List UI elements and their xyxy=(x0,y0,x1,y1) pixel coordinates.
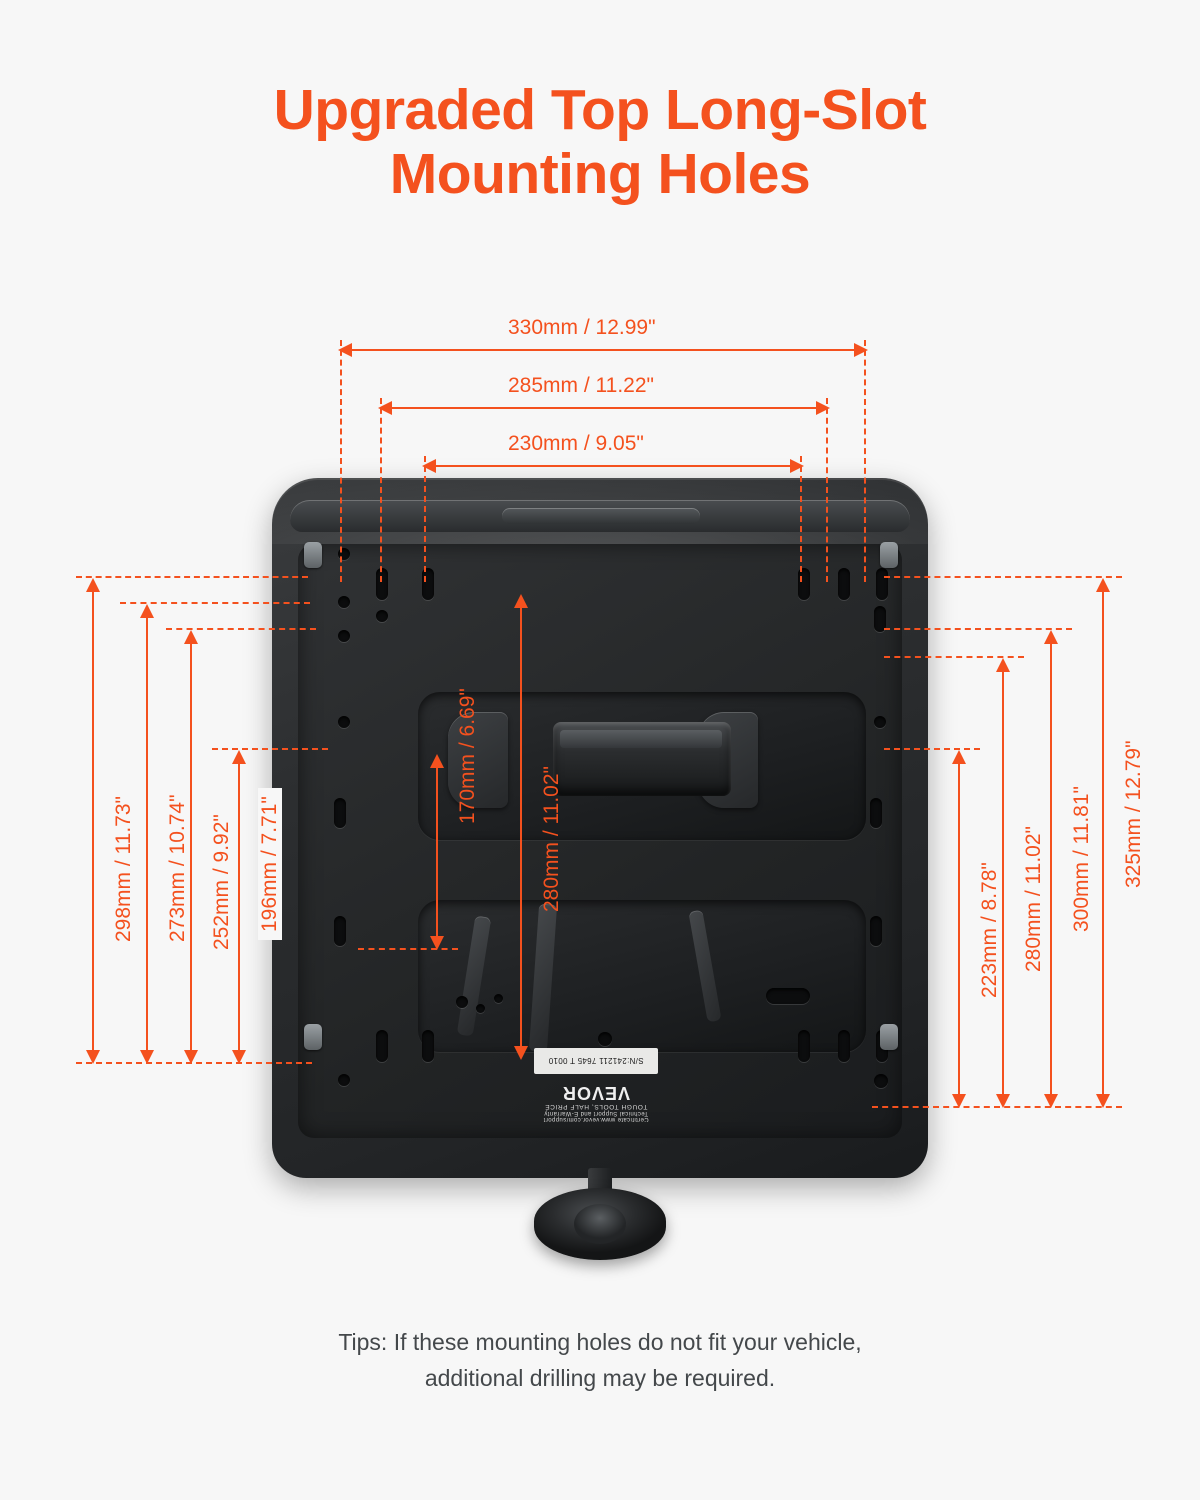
page-title xyxy=(0,78,1200,207)
dim-label-252: 252mm / 9.92" xyxy=(210,806,234,958)
dim-label-300: 300mm / 11.81" xyxy=(1070,778,1094,940)
dim-line-325 xyxy=(1102,586,1104,1096)
product-illustration xyxy=(272,478,928,1178)
arrow-325-up xyxy=(1096,578,1110,592)
dim-label-280-right: 280mm / 11.02" xyxy=(1022,818,1046,980)
arrow-196-down xyxy=(232,1050,246,1064)
dim-label-273: 273mm / 10.74" xyxy=(166,786,190,950)
mount-slot-bottom-2 xyxy=(422,1030,434,1062)
arrow-273-up xyxy=(140,604,154,618)
dim-label-325: 325mm / 12.79" xyxy=(1122,732,1146,896)
ext-line-230-right xyxy=(800,456,802,582)
arrow-298-up xyxy=(86,578,100,592)
mount-slot-bottom-4 xyxy=(838,1030,850,1062)
arrow-252-up xyxy=(184,630,198,644)
tips-text xyxy=(0,1325,1200,1396)
arrow-330-right xyxy=(854,343,868,357)
arrow-170-up xyxy=(430,754,444,768)
arrow-325-down xyxy=(1096,1094,1110,1108)
dim-label-280-center: 280mm / 11.02" xyxy=(540,766,563,912)
brand-sub-2: Technical Support and E-Warranty xyxy=(544,1110,648,1116)
serial-sticker: S/N:241211 7645 T 0010 xyxy=(534,1048,658,1074)
ext-line-285-left xyxy=(380,398,382,582)
arrow-300-up xyxy=(1044,630,1058,644)
dim-label-285: 285mm / 11.22" xyxy=(500,374,662,398)
dim-line-280-center xyxy=(520,602,522,1048)
arrow-298-down xyxy=(86,1050,100,1064)
title-line-1: Upgraded Top Long-Slot xyxy=(273,78,927,142)
ext-line-330-right xyxy=(864,340,866,582)
mount-slot-top-5 xyxy=(876,568,888,600)
cylinder-band xyxy=(560,730,722,748)
inner-hole-c xyxy=(494,994,503,1003)
arrow-280-up xyxy=(996,658,1010,672)
mount-hole-upper-left-4 xyxy=(376,610,388,622)
mount-hole-bottom-right xyxy=(874,1074,888,1088)
arrow-170-down xyxy=(430,936,444,950)
knob-center xyxy=(574,1204,626,1244)
ext-line-330-left xyxy=(340,340,342,582)
dim-line-252 xyxy=(190,638,192,1052)
dim-line-273 xyxy=(146,612,148,1052)
arrow-280c-up xyxy=(514,594,528,608)
arrow-285-left xyxy=(378,401,392,415)
arrow-273-down xyxy=(140,1050,154,1064)
arrow-230-left xyxy=(422,459,436,473)
mount-slot-bottom-3 xyxy=(798,1030,810,1062)
title-line-2: Mounting Holes xyxy=(389,142,811,207)
inner-slot-lower-right xyxy=(766,988,810,1004)
dim-line-280-right xyxy=(1002,666,1004,1096)
boss-top-left xyxy=(304,542,322,568)
mount-slot-top-1 xyxy=(376,568,388,600)
tips-line-1: Tips: If these mounting holes do not fit your vehicle, xyxy=(338,1329,862,1355)
boss-bottom-right xyxy=(880,1024,898,1050)
dim-line-330 xyxy=(346,349,858,351)
ext-line-230-left xyxy=(424,456,426,582)
brand-block xyxy=(508,1078,684,1122)
mount-slot-top-4 xyxy=(838,568,850,600)
dim-label-170: 170mm / 6.69" xyxy=(456,688,479,824)
mount-hole-bottom-left xyxy=(338,1074,350,1086)
brand-name: VEVOR xyxy=(561,1083,631,1103)
arrow-300-down xyxy=(1044,1094,1058,1108)
dim-label-223: 223mm / 8.78" xyxy=(978,854,1002,1006)
arrow-223-up xyxy=(952,750,966,764)
boss-top-right xyxy=(880,542,898,568)
dim-line-170 xyxy=(436,762,438,938)
dim-line-300 xyxy=(1050,638,1052,1096)
dim-line-223 xyxy=(958,758,960,1096)
arrow-252-down xyxy=(184,1050,198,1064)
arrow-330-left xyxy=(338,343,352,357)
ext-line-285-right xyxy=(826,398,828,582)
mount-slot-mid-right xyxy=(870,798,882,828)
mount-hole-mid-right xyxy=(874,716,886,728)
leader-left-196-top xyxy=(212,748,328,750)
dim-line-285 xyxy=(386,407,820,409)
brand-sub-3: Certificate www.vevor.com/support xyxy=(543,1116,649,1122)
arrow-280-down xyxy=(996,1094,1010,1108)
arrow-230-right xyxy=(790,459,804,473)
inner-hole-a xyxy=(456,996,468,1008)
mount-slot-lower-right xyxy=(870,916,882,946)
brand-sub-1: TOUGH TOOLS, HALF PRICE xyxy=(544,1103,648,1110)
mount-hole-mid-left xyxy=(338,716,350,728)
mount-hole-upper-left-2 xyxy=(338,596,350,608)
leader-right-325-top xyxy=(884,576,1122,578)
boss-bottom-left xyxy=(304,1024,322,1050)
inner-hole-b xyxy=(476,1004,485,1013)
dimension-diagram xyxy=(0,280,1200,1300)
dim-line-196 xyxy=(238,758,240,1052)
dim-label-298: 298mm / 11.73" xyxy=(112,788,136,950)
arrow-280c-down xyxy=(514,1046,528,1060)
mount-slot-bottom-1 xyxy=(376,1030,388,1062)
dim-label-230: 230mm / 9.05" xyxy=(500,432,652,456)
dim-line-298 xyxy=(92,586,94,1052)
arrow-285-right xyxy=(816,401,830,415)
product-handle xyxy=(502,508,700,524)
mount-slot-mid-left xyxy=(334,798,346,828)
tips-line-2: additional drilling may be required. xyxy=(424,1364,776,1391)
dim-label-330: 330mm / 12.99" xyxy=(500,316,664,340)
inner-hole-center xyxy=(598,1032,612,1046)
dim-label-196: 196mm / 7.71" xyxy=(258,788,282,940)
arrow-223-down xyxy=(952,1094,966,1108)
dim-line-230 xyxy=(430,465,794,467)
arrow-196-up xyxy=(232,750,246,764)
leader-left-298-top xyxy=(76,576,308,578)
mount-slot-lower-left xyxy=(334,916,346,946)
mount-hole-upper-left-3 xyxy=(338,630,350,642)
